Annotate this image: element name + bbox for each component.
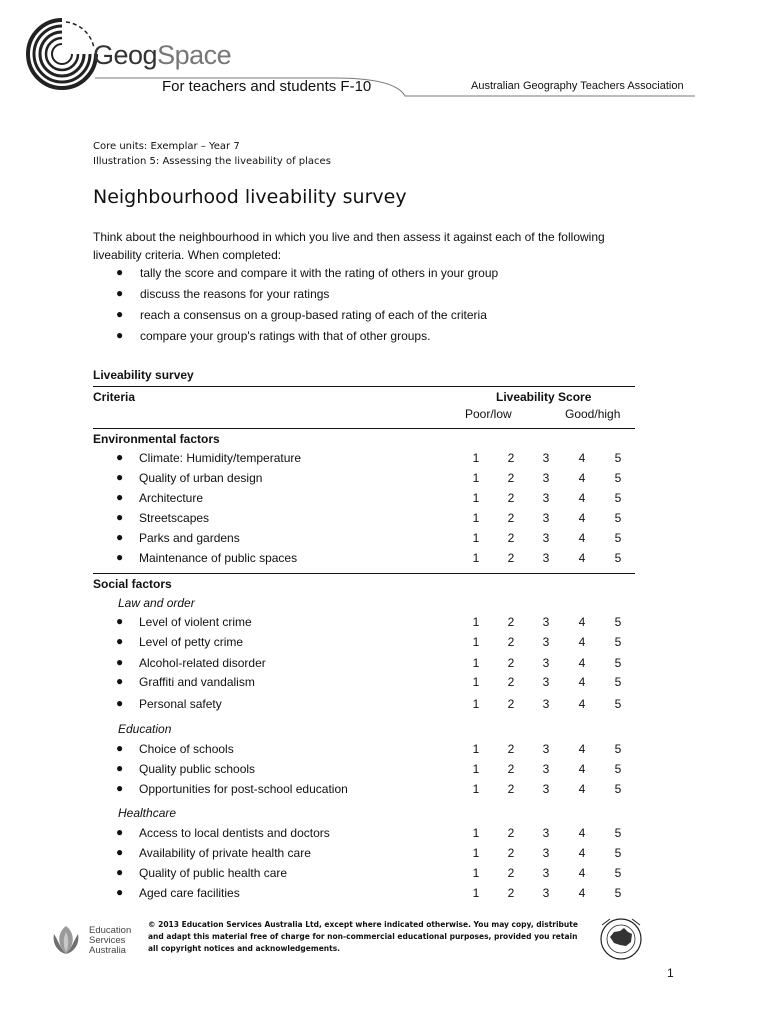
score-option-2[interactable]: 2	[507, 451, 515, 465]
criteria-row	[116, 826, 636, 842]
bullet-icon: ●	[116, 781, 124, 795]
score-option-3[interactable]: 3	[542, 491, 550, 505]
score-option-5[interactable]: 5	[614, 762, 622, 776]
score-option-3[interactable]: 3	[542, 656, 550, 670]
criteria-row	[116, 551, 636, 567]
esa-line: Australia	[89, 945, 126, 956]
score-option-2[interactable]: 2	[507, 782, 515, 796]
criteria-row	[116, 531, 636, 547]
score-option-4[interactable]: 4	[578, 491, 586, 505]
education-services-australia-logo-icon	[48, 922, 84, 958]
score-option-4[interactable]: 4	[578, 531, 586, 545]
score-option-2[interactable]: 2	[507, 471, 515, 485]
score-option-1[interactable]: 1	[472, 635, 480, 649]
score-option-1[interactable]: 1	[472, 697, 480, 711]
score-option-2[interactable]: 2	[507, 635, 515, 649]
score-option-1[interactable]: 1	[472, 742, 480, 756]
score-option-3[interactable]: 3	[542, 675, 550, 689]
bullet-icon: ●	[116, 674, 124, 688]
criteria-label: Alcohol-related disorder	[139, 656, 266, 670]
criteria-label: Climate: Humidity/temperature	[139, 451, 302, 465]
score-option-1[interactable]: 1	[472, 615, 480, 629]
geogspace-logo-icon	[22, 14, 102, 94]
bullet-icon: ●	[116, 865, 124, 879]
score-option-2[interactable]: 2	[507, 866, 515, 880]
illustration-label: Illustration 5: Assessing the liveability of places	[93, 156, 331, 167]
score-option-5[interactable]: 5	[614, 471, 622, 485]
criteria-label: Choice of schools	[139, 742, 234, 756]
environmental-factors-heading: Environmental factors	[93, 432, 220, 446]
score-option-3[interactable]: 3	[542, 866, 550, 880]
criteria-row	[116, 656, 636, 672]
criteria-row	[116, 782, 636, 798]
tagline: For teachers and students F-10	[162, 78, 372, 95]
criteria-label: Architecture	[139, 491, 204, 505]
criteria-label: Availability of private health care	[139, 846, 311, 860]
intro-bullet-text: reach a consensus on a group-based rating of each of the criteria	[140, 308, 487, 322]
section-rule	[93, 573, 635, 574]
intro-bullet-text: discuss the reasons for your ratings	[140, 287, 330, 301]
bullet-icon: ●	[116, 328, 124, 342]
score-option-1[interactable]: 1	[472, 782, 480, 796]
criteria-row	[116, 675, 636, 691]
bullet-icon: ●	[116, 885, 124, 899]
score-option-4[interactable]: 4	[578, 451, 586, 465]
score-option-3[interactable]: 3	[542, 886, 550, 900]
bullet-icon: ●	[116, 450, 124, 464]
score-option-3[interactable]: 3	[542, 635, 550, 649]
score-option-4[interactable]: 4	[578, 615, 586, 629]
score-option-4[interactable]: 4	[578, 742, 586, 756]
criteria-row	[116, 697, 636, 713]
criteria-row	[116, 762, 636, 778]
bullet-icon: ●	[116, 530, 124, 544]
score-option-3[interactable]: 3	[542, 615, 550, 629]
score-option-3[interactable]: 3	[542, 782, 550, 796]
criteria-row	[116, 886, 636, 902]
criteria-label: Parks and gardens	[139, 531, 240, 545]
score-option-4[interactable]: 4	[578, 635, 586, 649]
score-option-1[interactable]: 1	[472, 451, 480, 465]
score-option-2[interactable]: 2	[507, 511, 515, 525]
score-option-1[interactable]: 1	[472, 471, 480, 485]
bullet-icon: ●	[116, 265, 124, 279]
bullet-icon: ●	[116, 655, 124, 669]
bullet-icon: ●	[116, 307, 124, 321]
score-option-2[interactable]: 2	[507, 675, 515, 689]
score-option-2[interactable]: 2	[507, 846, 515, 860]
score-option-1[interactable]: 1	[472, 846, 480, 860]
score-option-4[interactable]: 4	[578, 471, 586, 485]
brand-geog: Geog	[93, 40, 158, 70]
bullet-icon: ●	[116, 825, 124, 839]
criteria-label: Level of petty crime	[139, 635, 244, 649]
intro-paragraph: Think about the neighbourhood in which you live and then assess it against each of the following liveability criteria. When completed:	[93, 230, 605, 262]
bullet-icon: ●	[116, 490, 124, 504]
score-option-2[interactable]: 2	[507, 551, 515, 565]
criteria-label: Graffiti and vandalism	[139, 675, 255, 689]
intro-bullet-text: tally the score and compare it with the rating of others in your group	[140, 266, 499, 280]
criteria-label: Aged care facilities	[139, 886, 240, 900]
criteria-row	[116, 635, 636, 651]
poor-low-label: Poor/low	[465, 407, 512, 421]
table-header-rule	[93, 428, 635, 429]
score-option-1[interactable]: 1	[472, 511, 480, 525]
association-name: Australian Geography Teachers Association	[471, 80, 684, 92]
page-number: 1	[667, 966, 674, 980]
bullet-icon: ●	[116, 614, 124, 628]
score-option-1[interactable]: 1	[472, 531, 480, 545]
criteria-label: Quality of urban design	[139, 471, 263, 485]
score-option-5[interactable]: 5	[614, 742, 622, 756]
score-option-3[interactable]: 3	[542, 471, 550, 485]
bullet-icon: ●	[116, 470, 124, 484]
score-option-5[interactable]: 5	[614, 491, 622, 505]
score-option-2[interactable]: 2	[507, 531, 515, 545]
bullet-icon: ●	[116, 510, 124, 524]
criteria-row	[116, 471, 636, 487]
criteria-row	[116, 866, 636, 882]
table-top-rule	[93, 386, 635, 387]
score-option-1[interactable]: 1	[472, 866, 480, 880]
score-option-5[interactable]: 5	[614, 656, 622, 670]
score-option-3[interactable]: 3	[542, 451, 550, 465]
score-option-1[interactable]: 1	[472, 656, 480, 670]
law-and-order-heading: Law and order	[118, 596, 195, 610]
criteria-row	[116, 491, 636, 507]
bullet-icon: ●	[116, 550, 124, 564]
score-option-1[interactable]: 1	[472, 762, 480, 776]
score-option-5[interactable]: 5	[614, 615, 622, 629]
score-option-3[interactable]: 3	[542, 697, 550, 711]
score-option-4[interactable]: 4	[578, 886, 586, 900]
score-option-5[interactable]: 5	[614, 846, 622, 860]
criteria-label: Opportunities for post-school education	[139, 782, 348, 796]
score-option-4[interactable]: 4	[578, 511, 586, 525]
score-option-5[interactable]: 5	[614, 697, 622, 711]
score-option-4[interactable]: 4	[578, 826, 586, 840]
criteria-row	[116, 615, 636, 631]
criteria-label: Quality of public health care	[139, 866, 288, 880]
score-option-2[interactable]: 2	[507, 826, 515, 840]
score-option-4[interactable]: 4	[578, 866, 586, 880]
score-header: Liveability Score	[496, 390, 592, 404]
score-option-3[interactable]: 3	[542, 742, 550, 756]
bullet-icon: ●	[116, 286, 124, 300]
criteria-label: Streetscapes	[139, 511, 210, 525]
score-option-2[interactable]: 2	[507, 491, 515, 505]
criteria-label: Maintenance of public spaces	[139, 551, 298, 565]
bullet-icon: ●	[116, 696, 124, 710]
score-option-5[interactable]: 5	[614, 866, 622, 880]
criteria-row	[116, 846, 636, 862]
core-units-label: Core units: Exemplar – Year 7	[93, 141, 240, 152]
bullet-icon: ●	[116, 741, 124, 755]
criteria-label: Quality public schools	[139, 762, 256, 776]
bullet-icon: ●	[116, 845, 124, 859]
table-title: Liveability survey	[93, 368, 194, 382]
score-option-1[interactable]: 1	[472, 491, 480, 505]
score-option-4[interactable]: 4	[578, 846, 586, 860]
education-heading: Education	[118, 722, 172, 736]
score-option-4[interactable]: 4	[578, 762, 586, 776]
bullet-icon: ●	[116, 634, 124, 648]
score-option-5[interactable]: 5	[614, 782, 622, 796]
score-option-5[interactable]: 5	[614, 886, 622, 900]
esa-line: Services	[89, 935, 126, 946]
esa-line: Education	[89, 925, 132, 936]
brand-name	[93, 40, 231, 71]
score-option-3[interactable]: 3	[542, 551, 550, 565]
intro-bullet-text: compare your group's ratings with that of other groups.	[140, 329, 431, 343]
score-option-5[interactable]: 5	[614, 511, 622, 525]
page-title: Neighbourhood liveability survey	[93, 186, 407, 208]
score-option-2[interactable]: 2	[507, 656, 515, 670]
score-option-3[interactable]: 3	[542, 846, 550, 860]
bullet-icon: ●	[116, 761, 124, 775]
score-option-3[interactable]: 3	[542, 826, 550, 840]
criteria-header: Criteria	[93, 390, 136, 404]
score-option-5[interactable]: 5	[614, 635, 622, 649]
brand-space: Space	[157, 40, 232, 70]
score-option-5[interactable]: 5	[614, 551, 622, 565]
criteria-label: Access to local dentists and doctors	[139, 826, 330, 840]
score-option-5[interactable]: 5	[614, 531, 622, 545]
score-option-3[interactable]: 3	[542, 531, 550, 545]
criteria-row	[116, 451, 636, 467]
healthcare-heading: Healthcare	[118, 806, 177, 820]
score-option-4[interactable]: 4	[578, 551, 586, 565]
score-option-1[interactable]: 1	[472, 886, 480, 900]
score-option-3[interactable]: 3	[542, 762, 550, 776]
score-option-5[interactable]: 5	[614, 675, 622, 689]
score-option-2[interactable]: 2	[507, 886, 515, 900]
score-option-2[interactable]: 2	[507, 762, 515, 776]
score-option-3[interactable]: 3	[542, 511, 550, 525]
score-option-1[interactable]: 1	[472, 826, 480, 840]
score-option-4[interactable]: 4	[578, 782, 586, 796]
agta-seal-icon	[598, 915, 644, 961]
criteria-row	[116, 511, 636, 527]
esa-logo-text	[89, 926, 131, 956]
score-option-2[interactable]: 2	[507, 697, 515, 711]
social-factors-heading: Social factors	[93, 577, 172, 591]
score-option-2[interactable]: 2	[507, 742, 515, 756]
score-option-1[interactable]: 1	[472, 675, 480, 689]
score-option-4[interactable]: 4	[578, 656, 586, 670]
criteria-label: Level of violent crime	[139, 615, 252, 629]
score-option-4[interactable]: 4	[578, 675, 586, 689]
score-option-5[interactable]: 5	[614, 826, 622, 840]
score-option-5[interactable]: 5	[614, 451, 622, 465]
score-option-2[interactable]: 2	[507, 615, 515, 629]
criteria-row	[116, 742, 636, 758]
copyright-notice: © 2013 Education Services Australia Ltd, except where indicated otherwise. You may copy, distribute and adapt this material free of charge for non-commercial educational purposes, provided you retain all copyright notices and acknowledgements.	[148, 920, 578, 953]
good-high-label: Good/high	[565, 407, 621, 421]
score-option-1[interactable]: 1	[472, 551, 480, 565]
criteria-label: Personal safety	[139, 697, 222, 711]
score-option-4[interactable]: 4	[578, 697, 586, 711]
